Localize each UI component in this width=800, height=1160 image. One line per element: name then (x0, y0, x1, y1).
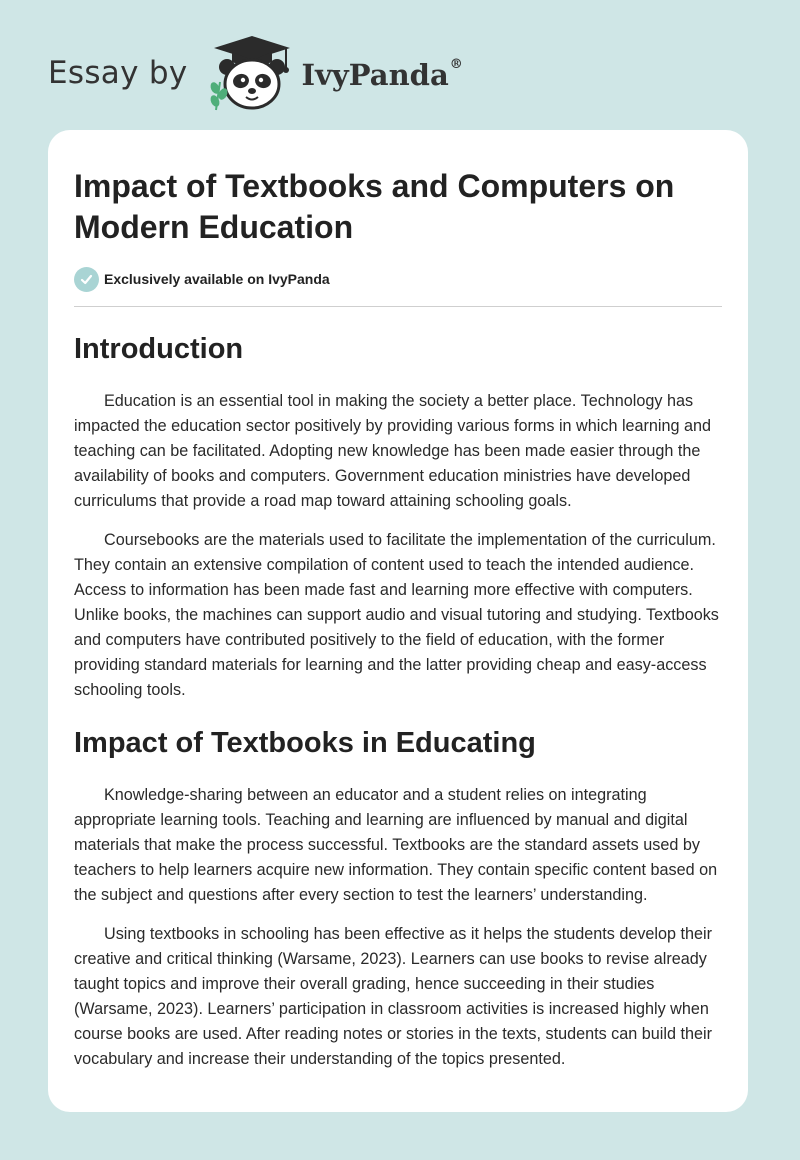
paragraph: Knowledge-sharing between an educator and a student relies on integrating appropriate learning tools. Teaching and learning are influenced by manual and digital materials that make the process successful. Textbooks are the standard assets used by teachers to help learners acquire new information. They contain specific content based on the subject and questions after every section to test the learners’ understanding. (74, 786, 718, 904)
section-heading-impact-of-textbooks: Impact of Textbooks in Educating (74, 727, 536, 759)
check-circle-icon (74, 267, 99, 292)
exclusive-badge-label: Exclusively available on IvyPanda (104, 271, 330, 287)
check-mark-icon (80, 273, 93, 286)
paragraph: Coursebooks are the materials used to facilitate the implementation of the curriculum. They contain an extensive compilation of content used to teach the intended audience. Access to information has been made fast and learning more effective with computers. Unlike books, the machines can support audio and visual tutoring and studying. Textbooks and computers have contributed positively to the field of education, with the former providing standard materials for learning and the latter providing cheap and easy-access schooling tools. (74, 531, 719, 699)
site-header (48, 34, 463, 112)
title-divider (74, 306, 722, 307)
paragraph: Using textbooks in schooling has been effective as it helps the students develop their creative and critical thinking (Warsame, 2023). Learners can use books to revise already taught topics and improve their overall grading, hence succeeding in their studies (Warsame, 2023). Learners’ participation in classroom activities is increased highly when course books are used. After reading notes or stories in the texts, students can build their vocabulary and increase their understanding of the topics presented. (74, 925, 713, 1068)
paragraph: Education is an essential tool in making the society a better place. Technology has impacted the education sector positively by providing various forms in which learning and teaching can be facilitated. Adopting new knowledge has been made easier through the availability of books and computers. Government education ministries have developed curriculums that provide a road map toward attaining schooling goals. (74, 392, 712, 510)
brand-name-text: IvyPanda (301, 58, 449, 92)
essay-by-label: Essay by (48, 55, 188, 91)
panda-graduate-icon[interactable] (206, 34, 298, 112)
article-card (48, 130, 748, 1112)
brand-name[interactable] (302, 58, 463, 92)
registered-mark: ® (449, 57, 463, 73)
article-title: Impact of Textbooks and Computers on Modern Education (74, 168, 675, 245)
exclusive-badge (74, 266, 722, 292)
section-heading-introduction: Introduction (74, 333, 244, 365)
